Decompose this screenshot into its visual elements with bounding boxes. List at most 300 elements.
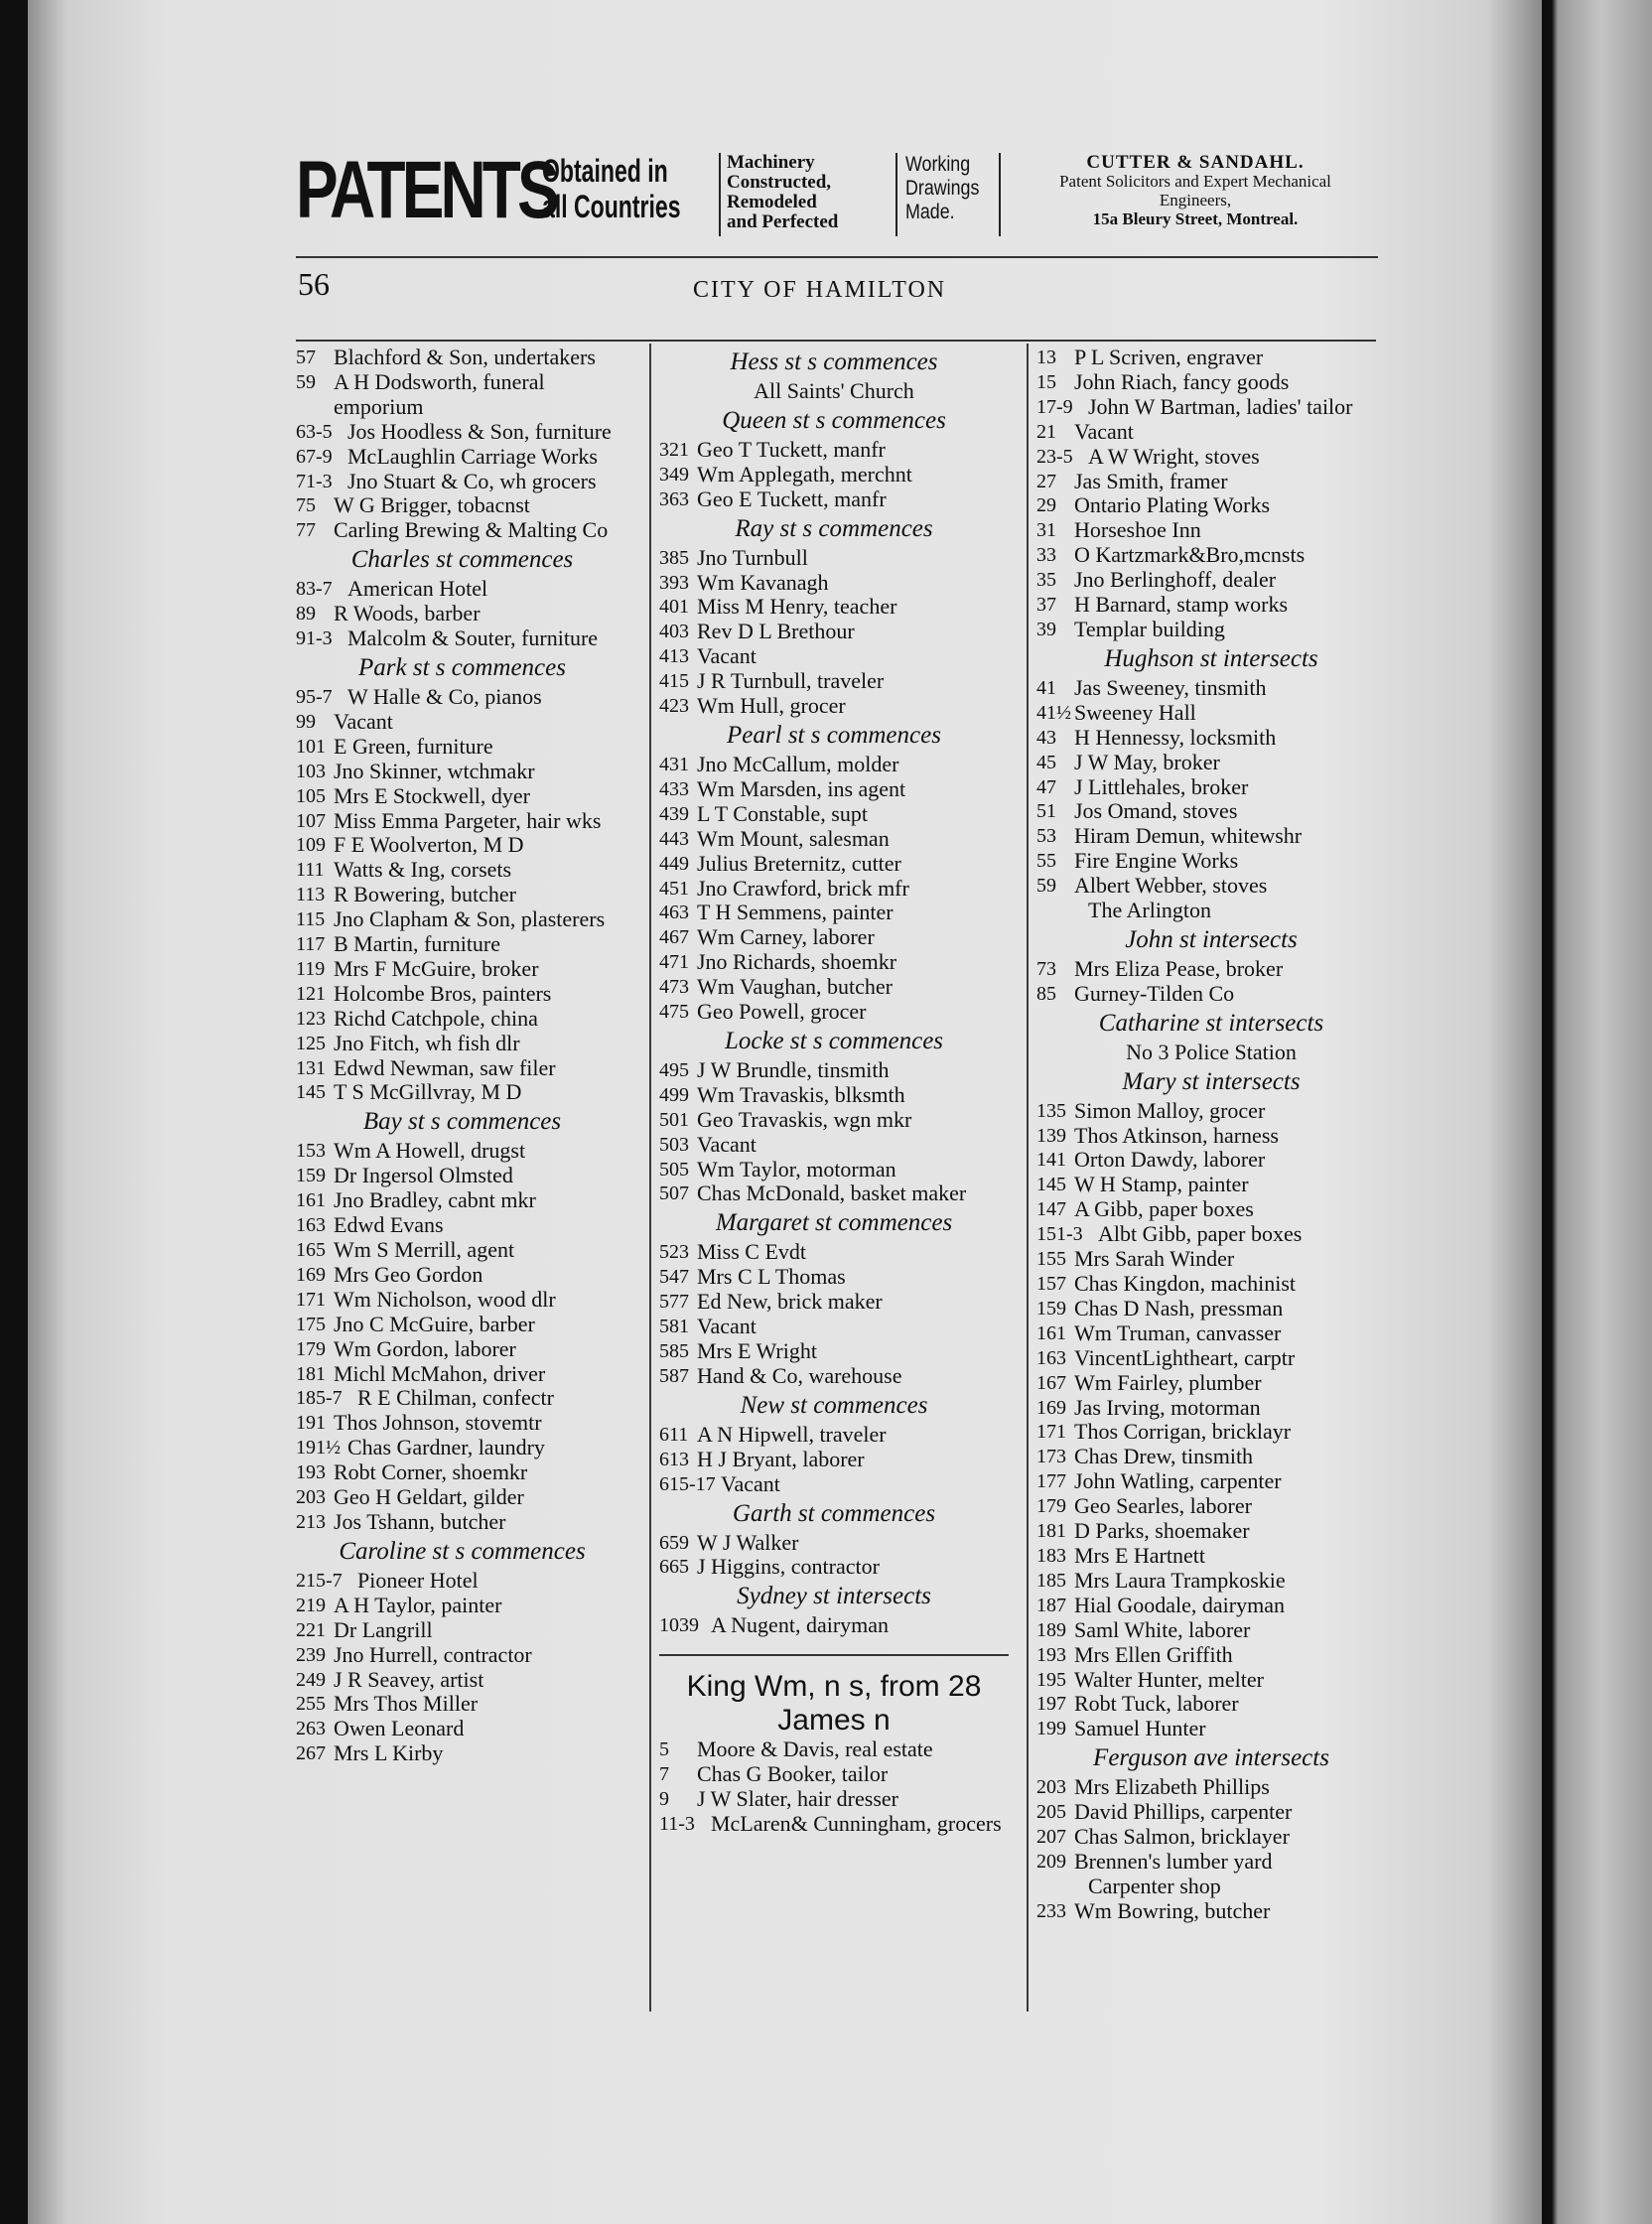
occupant-name: Jno Richards, shoemkr bbox=[697, 949, 897, 975]
directory-entry bbox=[296, 1007, 628, 1032]
occupant-name: Edwd Newman, saw filer bbox=[334, 1054, 556, 1080]
street-number: 423 bbox=[659, 695, 689, 718]
ad-firm-text: CUTTER & SANDAHL. Patent Solicitors and Expert Mechanical Engineers, 15a Bleury Street, Montreal. bbox=[1059, 152, 1331, 228]
directory-entry bbox=[296, 809, 628, 834]
directory-entry bbox=[296, 735, 628, 760]
ad-patents-word: PATENTS bbox=[296, 145, 556, 235]
street-number: 147 bbox=[1036, 1198, 1066, 1221]
street-number: 63-5 bbox=[296, 420, 333, 443]
column-divider bbox=[1027, 344, 1029, 2012]
street-number: 121 bbox=[296, 982, 326, 1005]
binding-shadow bbox=[0, 0, 28, 2224]
directory-entry bbox=[659, 901, 1009, 925]
street-number: 109 bbox=[296, 834, 326, 857]
directory-entry bbox=[659, 669, 1009, 694]
street-number: 59 bbox=[1036, 875, 1056, 898]
directory-entry bbox=[1036, 1569, 1386, 1594]
directory-entry bbox=[659, 777, 1009, 802]
street-number: 1039 bbox=[659, 1614, 699, 1637]
directory-entry bbox=[659, 1787, 1009, 1812]
directory-entry bbox=[659, 1812, 1009, 1837]
occupant-name: J Littlehales, broker bbox=[1074, 773, 1249, 799]
directory-entry bbox=[659, 1240, 1009, 1265]
street-number: 11-3 bbox=[659, 1812, 695, 1835]
street-number: 107 bbox=[296, 809, 326, 832]
street-number: 467 bbox=[659, 926, 689, 949]
directory-entry bbox=[659, 463, 1009, 487]
occupant-name: Jno Berlinghoff, dealer bbox=[1074, 567, 1277, 593]
street-number: 159 bbox=[296, 1165, 326, 1187]
directory-entry bbox=[659, 1364, 1009, 1389]
directory-entry bbox=[1036, 1321, 1386, 1346]
street-number: 191½ bbox=[296, 1437, 341, 1460]
street-section-heading: Queen st s commences bbox=[722, 406, 946, 434]
occupant-name: Richd Catchpole, china bbox=[334, 1005, 538, 1031]
directory-entry bbox=[1036, 1544, 1386, 1569]
directory-entry bbox=[1036, 370, 1386, 395]
occupant-name: Michl McMahon, driver bbox=[334, 1360, 546, 1386]
directory-entry bbox=[296, 1460, 628, 1485]
street-number: 155 bbox=[1036, 1248, 1066, 1271]
landmark-entry: No 3 Police Station bbox=[1126, 1039, 1297, 1064]
street-number: 349 bbox=[659, 463, 689, 486]
occupant-name: Wm Marsden, ins agent bbox=[697, 775, 906, 801]
directory-entry bbox=[1036, 1494, 1386, 1519]
occupant-name: Geo E Tuckett, manfr bbox=[697, 486, 887, 511]
occupant-name: J W May, broker bbox=[1074, 749, 1220, 774]
street-number: 665 bbox=[659, 1556, 689, 1579]
directory-entry bbox=[1036, 346, 1386, 370]
street-number: 475 bbox=[659, 1001, 689, 1024]
street-number: 51 bbox=[1036, 800, 1056, 823]
occupant-name: T S McGillvray, M D bbox=[334, 1079, 522, 1105]
street-number: 111 bbox=[296, 859, 325, 882]
street-number: 45 bbox=[1036, 751, 1056, 773]
occupant-name: Wm Kavanagh bbox=[697, 569, 829, 595]
street-number: 209 bbox=[1036, 1850, 1066, 1873]
street-number: 163 bbox=[1036, 1346, 1066, 1369]
directory-entry bbox=[296, 1139, 628, 1164]
directory-entry bbox=[296, 1213, 628, 1238]
directory-entry bbox=[1036, 1346, 1386, 1371]
directory-entry bbox=[659, 1265, 1009, 1290]
occupant-name: R E Chilman, confectr bbox=[357, 1385, 554, 1411]
occupant-name: Jno Bradley, cabnt mkr bbox=[334, 1187, 536, 1213]
directory-entry bbox=[296, 518, 628, 543]
occupant-name: Robt Tuck, laborer bbox=[1074, 1691, 1239, 1717]
street-number: 449 bbox=[659, 852, 689, 875]
occupant-name: Miss C Evdt bbox=[697, 1239, 807, 1265]
street-number: 73 bbox=[1036, 957, 1056, 980]
street-number: 181 bbox=[1036, 1520, 1066, 1543]
directory-entry bbox=[1036, 957, 1386, 982]
banner-rule bbox=[296, 256, 1378, 258]
occupant-name: R Bowering, butcher bbox=[334, 882, 516, 907]
street-number: 221 bbox=[296, 1618, 326, 1641]
directory-entry bbox=[1036, 1173, 1386, 1197]
occupant-name: Thos Corrigan, bricklayr bbox=[1074, 1419, 1292, 1445]
occupant-name: P L Scriven, engraver bbox=[1074, 345, 1264, 369]
directory-entry bbox=[659, 694, 1009, 719]
directory-entry bbox=[1036, 593, 1386, 618]
street-number: 39 bbox=[1036, 618, 1056, 640]
directory-entry bbox=[296, 907, 628, 932]
directory-column-1 bbox=[296, 346, 628, 1766]
directory-entry bbox=[1036, 1825, 1386, 1850]
street-number: 37 bbox=[1036, 594, 1056, 617]
street-number: 145 bbox=[296, 1081, 326, 1104]
directory-entry bbox=[659, 1738, 1009, 1762]
directory-entry bbox=[296, 1238, 628, 1263]
directory-entry bbox=[1036, 751, 1386, 775]
occupant-name: W G Brigger, tobacnst bbox=[334, 492, 530, 518]
occupant-name: Wm Mount, salesman bbox=[697, 825, 890, 851]
directory-entry bbox=[659, 852, 1009, 877]
directory-entry bbox=[659, 1133, 1009, 1158]
directory-entry bbox=[296, 1056, 628, 1081]
directory-entry bbox=[659, 975, 1009, 1000]
street-number: 495 bbox=[659, 1058, 689, 1081]
street-number: 27 bbox=[1036, 470, 1056, 492]
occupant-name: Mrs Thos Miller bbox=[334, 1691, 479, 1717]
occupant-name: Hial Goodale, dairyman bbox=[1074, 1592, 1285, 1617]
street-number: 471 bbox=[659, 951, 689, 974]
page-number: 56 bbox=[298, 266, 330, 302]
occupant-name: L T Constable, supt bbox=[697, 800, 868, 826]
street-section-heading: Park st s commences bbox=[358, 653, 566, 681]
street-section-heading: Garth st commences bbox=[732, 1499, 936, 1527]
street-number: 105 bbox=[296, 784, 326, 807]
street-number: 5 bbox=[659, 1738, 669, 1761]
directory-entry bbox=[659, 1108, 1009, 1133]
occupant-name: Chas Kingdon, machinist bbox=[1074, 1271, 1297, 1296]
street-number: 585 bbox=[659, 1340, 689, 1362]
street-number: 473 bbox=[659, 976, 689, 999]
street-number: 57 bbox=[296, 347, 316, 368]
street-number: 17-9 bbox=[1036, 395, 1073, 418]
occupant-name: American Hotel bbox=[347, 576, 488, 602]
directory-entry bbox=[659, 571, 1009, 596]
directory-entry bbox=[659, 487, 1009, 512]
street-number: 199 bbox=[1036, 1718, 1066, 1740]
street-number: 151-3 bbox=[1036, 1223, 1083, 1246]
street-number: 439 bbox=[659, 802, 689, 825]
street-section-heading: Catharine st intersects bbox=[1098, 1009, 1324, 1037]
occupant-name: J R Turnbull, traveler bbox=[697, 668, 885, 694]
occupant-name: Ed New, brick maker bbox=[697, 1289, 883, 1315]
street-number: 499 bbox=[659, 1083, 689, 1106]
directory-entry bbox=[659, 753, 1009, 777]
directory-entry bbox=[296, 1668, 628, 1693]
street-section-heading: Locke st s commences bbox=[724, 1027, 944, 1054]
occupant-name: Wm Taylor, motorman bbox=[697, 1156, 896, 1182]
directory-entry bbox=[1036, 618, 1386, 642]
directory-entry bbox=[296, 1164, 628, 1188]
street-number: 451 bbox=[659, 877, 689, 900]
street-number: 181 bbox=[296, 1362, 326, 1385]
street-number: 615-17 bbox=[659, 1472, 716, 1495]
street-number: 659 bbox=[659, 1531, 689, 1554]
occupant-name: A Gibb, paper boxes bbox=[1074, 1196, 1254, 1222]
occupant-name: Albert Webber, stoves bbox=[1074, 873, 1268, 899]
occupant-name: Jos Hoodless & Son, furniture bbox=[347, 418, 612, 444]
occupant-name: Wm Nicholson, wood dlr bbox=[334, 1286, 556, 1312]
occupant-name: Jas Sweeney, tinsmith bbox=[1074, 674, 1267, 700]
directory-entry bbox=[1036, 1469, 1386, 1494]
occupant-name: VincentLightheart, carptr bbox=[1074, 1344, 1296, 1370]
directory-entry bbox=[296, 858, 628, 883]
occupant-name: Mrs Elizabeth Phillips bbox=[1074, 1774, 1270, 1800]
directory-entry bbox=[296, 1436, 628, 1460]
street-number: 183 bbox=[1036, 1544, 1066, 1567]
street-number: 503 bbox=[659, 1133, 689, 1156]
occupant-name: Orton Dawdy, laborer bbox=[1074, 1147, 1266, 1173]
street-number: 443 bbox=[659, 827, 689, 850]
directory-entry bbox=[296, 602, 628, 626]
street-number: 169 bbox=[296, 1263, 326, 1286]
occupant-name: Mrs Ellen Griffith bbox=[1074, 1641, 1233, 1667]
street-number: 153 bbox=[296, 1140, 326, 1163]
occupant-name: Wm A Howell, drugst bbox=[334, 1138, 526, 1164]
directory-entry bbox=[296, 1386, 628, 1411]
street-number: 187 bbox=[1036, 1594, 1066, 1616]
occupant-name: Robt Corner, shoemkr bbox=[334, 1460, 528, 1485]
directory-entry bbox=[296, 370, 628, 420]
occupant-name: Brennen's lumber yard bbox=[1074, 1848, 1273, 1874]
directory-entry bbox=[659, 1613, 1009, 1638]
street-section-heading: Hess st s commences bbox=[730, 348, 938, 375]
street-section-heading: Caroline st s commences bbox=[339, 1537, 586, 1565]
street-number: 83-7 bbox=[296, 578, 333, 601]
street-number: 43 bbox=[1036, 726, 1056, 749]
street-number: 47 bbox=[1036, 775, 1056, 798]
occupant-name: Jno Fitch, wh fish dlr bbox=[334, 1030, 520, 1055]
street-number: 67-9 bbox=[296, 445, 333, 468]
occupant-name: Fire Engine Works bbox=[1074, 848, 1239, 874]
street-number: 203 bbox=[1036, 1776, 1066, 1799]
street-section-heading: Bay st s commences bbox=[362, 1108, 562, 1136]
directory-entry bbox=[296, 1313, 628, 1337]
directory-entry bbox=[659, 1315, 1009, 1339]
street-section-heading: Ferguson ave intersects bbox=[1093, 1744, 1329, 1772]
occupant-name: Mrs Sarah Winder bbox=[1074, 1246, 1235, 1272]
running-head: CITY OF HAMILTON bbox=[693, 277, 947, 303]
occupant-name: Owen Leonard bbox=[334, 1716, 465, 1741]
directory-entry bbox=[1036, 701, 1386, 726]
directory-entry bbox=[1036, 1800, 1386, 1825]
directory-entry bbox=[1036, 1692, 1386, 1717]
street-number: 103 bbox=[296, 760, 326, 782]
occupant-name: Blachford & Son, undertakers bbox=[334, 345, 596, 369]
ad-divider bbox=[999, 153, 1001, 236]
directory-entry bbox=[659, 1555, 1009, 1580]
street-number: 115 bbox=[296, 908, 326, 931]
occupant-name: Mrs Geo Gordon bbox=[334, 1261, 483, 1287]
street-section-heading: Pearl st s commences bbox=[727, 721, 941, 749]
occupant-name: Jno Crawford, brick mfr bbox=[697, 875, 909, 901]
occupant-name: Miss M Henry, teacher bbox=[697, 594, 897, 620]
street-number: 185 bbox=[1036, 1569, 1066, 1592]
directory-entry bbox=[296, 1717, 628, 1741]
street-number: 91-3 bbox=[296, 627, 333, 650]
directory-entry bbox=[659, 546, 1009, 571]
directory-entry bbox=[1036, 568, 1386, 593]
ad-working-text: Working Drawings Made. bbox=[905, 153, 980, 223]
street-number: 195 bbox=[1036, 1668, 1066, 1691]
street-number: 385 bbox=[659, 546, 689, 569]
directory-entry bbox=[296, 1288, 628, 1313]
street-number: 33 bbox=[1036, 544, 1056, 567]
street-number: 113 bbox=[296, 884, 326, 906]
occupant-name: Thos Johnson, stovemtr bbox=[334, 1410, 542, 1436]
occupant-name: H J Bryant, laborer bbox=[697, 1446, 865, 1471]
occupant-name: John Watling, carpenter bbox=[1074, 1468, 1282, 1494]
directory-entry bbox=[1036, 1618, 1386, 1643]
occupant-name: Wm Fairley, plumber bbox=[1074, 1369, 1262, 1395]
occupant-name: Jno McCallum, molder bbox=[697, 751, 899, 776]
street-number: 71-3 bbox=[296, 470, 333, 492]
directory-entry bbox=[296, 1362, 628, 1387]
street-number: 161 bbox=[296, 1189, 326, 1212]
street-number: 363 bbox=[659, 487, 689, 510]
street-number: 35 bbox=[1036, 569, 1056, 592]
occupant-name: Mrs E Stockwell, dyer bbox=[334, 782, 530, 808]
directory-entry bbox=[659, 827, 1009, 852]
directory-entry bbox=[1036, 1445, 1386, 1469]
directory-entry bbox=[296, 1741, 628, 1766]
directory-entry bbox=[296, 833, 628, 858]
directory-entry bbox=[659, 595, 1009, 620]
directory-entry bbox=[296, 470, 628, 494]
street-number: 233 bbox=[1036, 1899, 1066, 1922]
street-number: 171 bbox=[1036, 1421, 1066, 1444]
occupant-name: Chas McDonald, basket maker bbox=[697, 1181, 967, 1206]
occupant-name: W J Walker bbox=[697, 1529, 799, 1555]
street-number: 501 bbox=[659, 1108, 689, 1131]
occupant-name: Jno Clapham & Son, plasterers bbox=[334, 906, 606, 932]
directory-entry bbox=[659, 1472, 1009, 1497]
street-number: 89 bbox=[296, 603, 316, 626]
directory-entry bbox=[296, 1594, 628, 1618]
header-rule bbox=[296, 340, 1376, 342]
directory-entry bbox=[296, 626, 628, 651]
street-number: 203 bbox=[296, 1486, 326, 1509]
occupant-name: W Halle & Co, pianos bbox=[347, 683, 542, 709]
directory-entry bbox=[1036, 849, 1386, 874]
occupant-name: Thos Atkinson, harness bbox=[1074, 1122, 1279, 1148]
street-number: 77 bbox=[296, 519, 316, 542]
occupant-name: E Green, furniture bbox=[334, 733, 493, 759]
directory-entry bbox=[296, 784, 628, 809]
occupant-name: Moore & Davis, real estate bbox=[697, 1737, 933, 1762]
occupant-name: Jno C McGuire, barber bbox=[334, 1311, 535, 1336]
directory-entry bbox=[296, 493, 628, 518]
street-number: 165 bbox=[296, 1239, 326, 1261]
street-section-heading: Ray st s commences bbox=[735, 514, 933, 542]
directory-entry bbox=[296, 1692, 628, 1717]
occupant-name: H Hennessy, locksmith bbox=[1074, 724, 1277, 750]
directory-column-3 bbox=[1036, 346, 1386, 1924]
street-number: 135 bbox=[1036, 1099, 1066, 1122]
street-number: 21 bbox=[1036, 420, 1056, 443]
directory-entry bbox=[1036, 1124, 1386, 1149]
directory-entry bbox=[1036, 1396, 1386, 1421]
occupant-name: Chas Salmon, bricklayer bbox=[1074, 1824, 1290, 1850]
directory-entry bbox=[1036, 1247, 1386, 1272]
occupant-name: O Kartzmark&Bro,mcnsts bbox=[1074, 542, 1306, 568]
directory-entry bbox=[1036, 824, 1386, 849]
directory-entry bbox=[1036, 470, 1386, 494]
occupant-name: Saml White, laborer bbox=[1074, 1616, 1251, 1642]
directory-entry bbox=[296, 982, 628, 1007]
occupant-name: Jno Hurrell, contractor bbox=[334, 1641, 532, 1667]
occupant-name: Jno Turnbull bbox=[697, 544, 808, 570]
directory-entry bbox=[296, 1411, 628, 1436]
street-number: 7 bbox=[659, 1763, 669, 1786]
occupant-name: Simon Malloy, grocer bbox=[1074, 1097, 1266, 1123]
entry-continuation: Carpenter shop bbox=[1088, 1873, 1221, 1898]
occupant-name: J R Seavey, artist bbox=[334, 1666, 484, 1692]
street-number: 55 bbox=[1036, 850, 1056, 873]
street-number: 401 bbox=[659, 596, 689, 619]
occupant-name: Malcolm & Souter, furniture bbox=[347, 626, 599, 651]
occupant-name: Jas Smith, framer bbox=[1074, 468, 1228, 493]
street-number: 157 bbox=[1036, 1273, 1066, 1295]
street-number: 177 bbox=[1036, 1470, 1066, 1493]
occupant-name: D Parks, shoemaker bbox=[1074, 1518, 1250, 1544]
directory-entry bbox=[659, 877, 1009, 902]
directory-entry bbox=[1036, 1148, 1386, 1173]
occupant-name: A Nugent, dairyman bbox=[711, 1612, 890, 1638]
ad-obtained-text: Obtained in all Countries bbox=[542, 153, 681, 224]
street-number: 433 bbox=[659, 777, 689, 800]
occupant-name: Wm Gordon, laborer bbox=[334, 1335, 516, 1361]
directory-entry bbox=[1036, 1643, 1386, 1668]
directory-entry bbox=[1036, 445, 1386, 470]
directory-entry bbox=[1036, 493, 1386, 518]
occupant-name: Walter Hunter, melter bbox=[1074, 1666, 1264, 1692]
occupant-name: Ontario Plating Works bbox=[1074, 492, 1271, 518]
occupant-name: Wm Applegath, merchnt bbox=[697, 461, 912, 486]
directory-entry bbox=[659, 1083, 1009, 1108]
directory-entry bbox=[296, 1485, 628, 1510]
occupant-name: Mrs Laura Trampkoskie bbox=[1074, 1567, 1286, 1593]
directory-entry bbox=[1036, 1297, 1386, 1321]
occupant-name: Albt Gibb, paper boxes bbox=[1098, 1221, 1303, 1247]
occupant-name: Geo T Tuckett, manfr bbox=[697, 436, 886, 462]
street-number: 403 bbox=[659, 621, 689, 643]
street-number: 99 bbox=[296, 710, 316, 733]
occupant-name: Chas D Nash, pressman bbox=[1074, 1295, 1284, 1320]
street-number: 13 bbox=[1036, 347, 1056, 368]
occupant-name: Wm Bowring, butcher bbox=[1074, 1897, 1271, 1923]
directory-entry bbox=[296, 1510, 628, 1535]
occupant-name: Templar building bbox=[1074, 616, 1225, 641]
occupant-name: Vacant bbox=[697, 1314, 757, 1339]
ad-machinery-text: Machinery Constructed, Remodeled and Perfected bbox=[727, 152, 839, 232]
directory-entry bbox=[1036, 982, 1386, 1007]
street-number: 587 bbox=[659, 1364, 689, 1387]
occupant-name: Rev D L Brethour bbox=[697, 619, 855, 644]
occupant-name: A H Dodsworth, funeral emporium bbox=[334, 368, 545, 419]
ad-divider bbox=[719, 153, 721, 236]
occupant-name: Sweeney Hall bbox=[1074, 699, 1196, 725]
occupant-name: H Barnard, stamp works bbox=[1074, 592, 1289, 618]
street-number: 31 bbox=[1036, 519, 1056, 542]
directory-entry bbox=[659, 1531, 1009, 1556]
directory-entry bbox=[1036, 543, 1386, 568]
directory-entry bbox=[296, 1263, 628, 1288]
